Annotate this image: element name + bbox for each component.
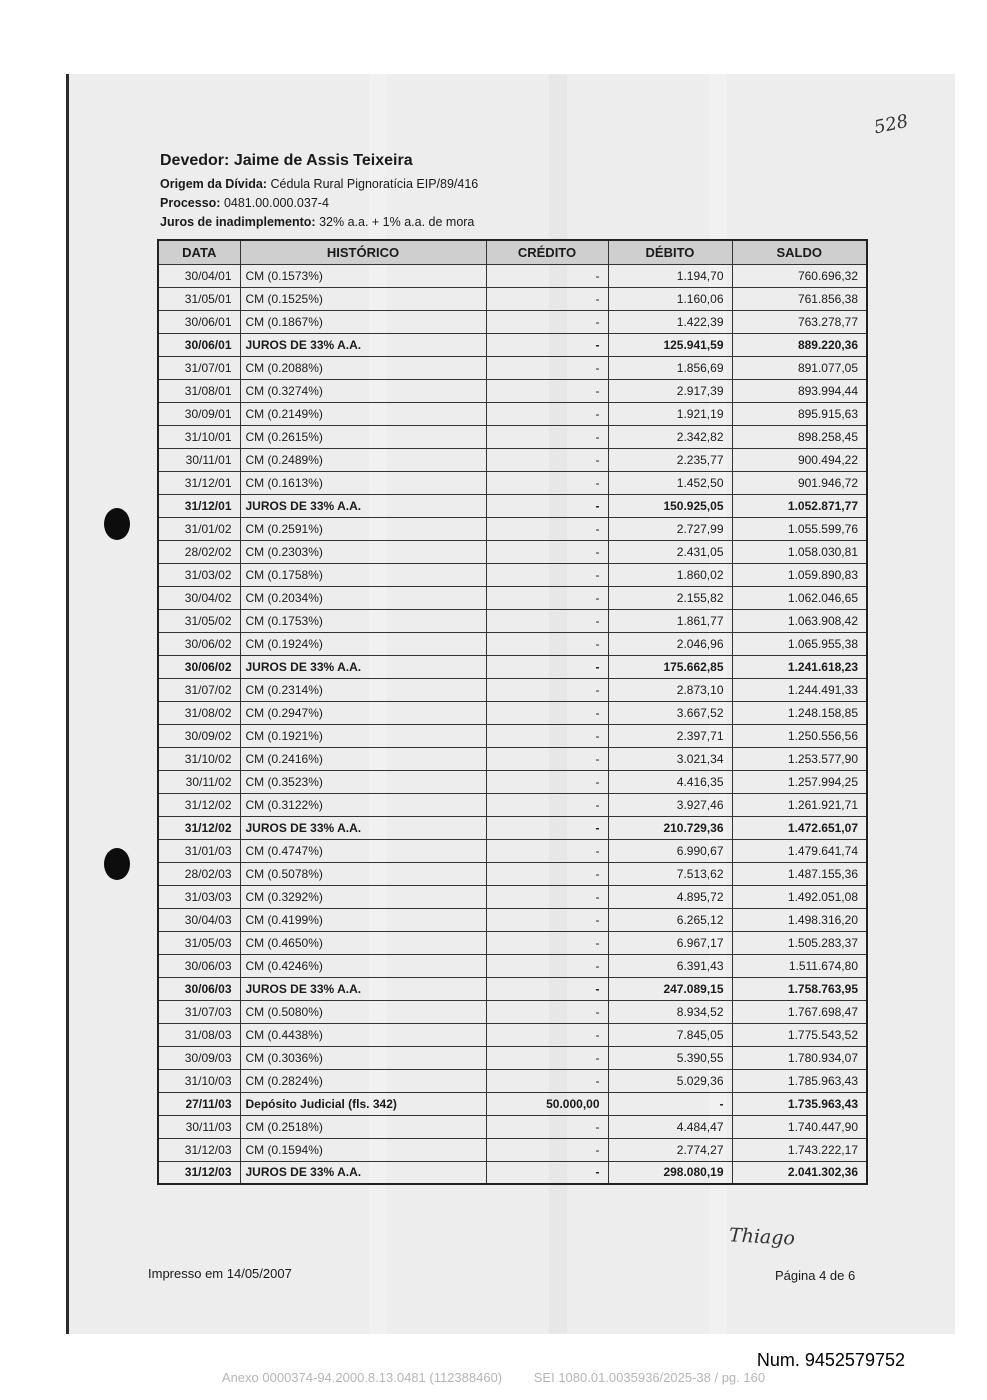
cell-saldo: 1.062.046,65 — [732, 586, 867, 609]
cell-debito: 247.089,15 — [608, 977, 732, 1000]
table-row — [158, 839, 867, 862]
table-row — [158, 471, 867, 494]
cell-credito: - — [486, 678, 608, 701]
cell-debito: 6.391,43 — [608, 954, 732, 977]
col-header-historico: HISTÓRICO — [240, 240, 486, 264]
cell-credito: - — [486, 563, 608, 586]
cell-debito: 1.856,69 — [608, 356, 732, 379]
cell-historico: Depósito Judicial (fls. 342) — [240, 1092, 486, 1115]
cell-date: 31/05/01 — [158, 287, 240, 310]
cell-credito: - — [486, 264, 608, 287]
annex-footer — [0, 1370, 987, 1385]
handwritten-folio: 528 — [872, 110, 911, 139]
cell-debito: 3.021,34 — [608, 747, 732, 770]
cell-date: 31/07/03 — [158, 1000, 240, 1023]
cell-saldo: 891.077,05 — [732, 356, 867, 379]
sei-reference: SEI 1080.01.0035936/2025-38 / pg. 160 — [533, 1370, 766, 1385]
table-row — [158, 862, 867, 885]
table-row — [158, 1069, 867, 1092]
cell-debito: 6.265,12 — [608, 908, 732, 931]
cell-credito: - — [486, 770, 608, 793]
punch-hole — [104, 508, 130, 540]
cell-credito: - — [486, 379, 608, 402]
cell-historico: JUROS DE 33% A.A. — [240, 977, 486, 1000]
cell-historico: CM (0.5080%) — [240, 1000, 486, 1023]
cell-historico: CM (0.3523%) — [240, 770, 486, 793]
table-row — [158, 908, 867, 931]
table-row — [158, 448, 867, 471]
table-row — [158, 632, 867, 655]
cell-date: 30/11/02 — [158, 770, 240, 793]
cell-date: 31/12/01 — [158, 471, 240, 494]
cell-credito: - — [486, 402, 608, 425]
cell-saldo: 1.261.921,71 — [732, 793, 867, 816]
table-row — [158, 356, 867, 379]
cell-saldo: 1.250.556,56 — [732, 724, 867, 747]
table-row — [158, 402, 867, 425]
cell-debito: - — [608, 1092, 732, 1115]
table-row — [158, 333, 867, 356]
cell-debito: 2.235,77 — [608, 448, 732, 471]
cell-saldo: 1.472.651,07 — [732, 816, 867, 839]
cell-date: 30/09/03 — [158, 1046, 240, 1069]
cell-date: 31/03/02 — [158, 563, 240, 586]
cell-saldo: 1.758.763,95 — [732, 977, 867, 1000]
table-row — [158, 931, 867, 954]
cell-credito: - — [486, 333, 608, 356]
cell-debito: 2.431,05 — [608, 540, 732, 563]
cell-debito: 2.397,71 — [608, 724, 732, 747]
cell-saldo: 1.052.871,77 — [732, 494, 867, 517]
table-row — [158, 563, 867, 586]
cell-debito: 4.484,47 — [608, 1115, 732, 1138]
cell-credito: - — [486, 931, 608, 954]
cell-debito: 2.046,96 — [608, 632, 732, 655]
cell-historico: CM (0.1867%) — [240, 310, 486, 333]
debtor-title: Devedor: Jaime de Assis Teixeira — [160, 152, 413, 169]
cell-historico: CM (0.1525%) — [240, 287, 486, 310]
cell-historico: CM (0.4650%) — [240, 931, 486, 954]
printed-date: Impresso em 14/05/2007 — [148, 1266, 292, 1281]
cell-credito: - — [486, 517, 608, 540]
cell-historico: CM (0.4747%) — [240, 839, 486, 862]
cell-saldo: 1.511.674,80 — [732, 954, 867, 977]
cell-credito: - — [486, 1161, 608, 1184]
cell-credito: - — [486, 1115, 608, 1138]
cell-historico: CM (0.2149%) — [240, 402, 486, 425]
cell-credito: - — [486, 1046, 608, 1069]
annex-reference: Anexo 0000374-94.2000.8.13.0481 (112388460) — [221, 1370, 503, 1385]
cell-credito: - — [486, 494, 608, 517]
cell-saldo: 1.740.447,90 — [732, 1115, 867, 1138]
cell-date: 28/02/03 — [158, 862, 240, 885]
cell-historico: JUROS DE 33% A.A. — [240, 1161, 486, 1184]
cell-date: 31/08/02 — [158, 701, 240, 724]
cell-date: 30/11/03 — [158, 1115, 240, 1138]
cell-historico: CM (0.1573%) — [240, 264, 486, 287]
cell-saldo: 1.059.890,83 — [732, 563, 867, 586]
cell-credito: - — [486, 1069, 608, 1092]
cell-debito: 298.080,19 — [608, 1161, 732, 1184]
table-row — [158, 287, 867, 310]
cell-debito: 2.155,82 — [608, 586, 732, 609]
cell-saldo: 1.055.599,76 — [732, 517, 867, 540]
cell-saldo: 1.244.491,33 — [732, 678, 867, 701]
cell-saldo: 893.994,44 — [732, 379, 867, 402]
cell-credito: - — [486, 540, 608, 563]
cell-debito: 150.925,05 — [608, 494, 732, 517]
cell-credito: - — [486, 724, 608, 747]
cell-date: 30/06/03 — [158, 954, 240, 977]
cell-credito: - — [486, 1000, 608, 1023]
table-row — [158, 1161, 867, 1184]
cell-debito: 210.729,36 — [608, 816, 732, 839]
cell-credito: - — [486, 954, 608, 977]
cell-date: 30/06/03 — [158, 977, 240, 1000]
cell-historico: JUROS DE 33% A.A. — [240, 816, 486, 839]
table-row — [158, 494, 867, 517]
cell-date: 31/12/03 — [158, 1138, 240, 1161]
cell-historico: CM (0.1924%) — [240, 632, 486, 655]
table-row — [158, 379, 867, 402]
cell-date: 30/11/01 — [158, 448, 240, 471]
cell-credito: - — [486, 1023, 608, 1046]
cell-credito: - — [486, 1138, 608, 1161]
cell-saldo: 898.258,45 — [732, 425, 867, 448]
cell-date: 31/10/02 — [158, 747, 240, 770]
cell-saldo: 1.065.955,38 — [732, 632, 867, 655]
cell-historico: CM (0.1753%) — [240, 609, 486, 632]
cell-saldo: 1.775.543,52 — [732, 1023, 867, 1046]
cell-date: 28/02/02 — [158, 540, 240, 563]
cell-saldo: 889.220,36 — [732, 333, 867, 356]
interest-terms: Juros de inadimplemento: 32% a.a. + 1% a.a. de mora — [160, 215, 475, 229]
cell-date: 31/03/03 — [158, 885, 240, 908]
cell-credito: - — [486, 609, 608, 632]
cell-saldo: 760.696,32 — [732, 264, 867, 287]
cell-debito: 1.860,02 — [608, 563, 732, 586]
cell-credito: - — [486, 310, 608, 333]
cell-date: 31/10/01 — [158, 425, 240, 448]
process-number: Processo: 0481.00.000.037-4 — [160, 196, 329, 210]
cell-historico: CM (0.4438%) — [240, 1023, 486, 1046]
cell-credito: - — [486, 471, 608, 494]
table-row — [158, 770, 867, 793]
cell-date: 31/07/01 — [158, 356, 240, 379]
table-row — [158, 1000, 867, 1023]
cell-saldo: 1.492.051,08 — [732, 885, 867, 908]
cell-date: 30/06/01 — [158, 333, 240, 356]
cell-historico: CM (0.2314%) — [240, 678, 486, 701]
table-row — [158, 264, 867, 287]
cell-debito: 1.160,06 — [608, 287, 732, 310]
cell-debito: 175.662,85 — [608, 655, 732, 678]
cell-saldo: 1.505.283,37 — [732, 931, 867, 954]
cell-debito: 6.990,67 — [608, 839, 732, 862]
cell-credito: - — [486, 816, 608, 839]
handwritten-name: Thiago — [728, 1224, 796, 1250]
table-row — [158, 816, 867, 839]
cell-date: 31/01/02 — [158, 517, 240, 540]
cell-historico: CM (0.3292%) — [240, 885, 486, 908]
cell-saldo: 1.735.963,43 — [732, 1092, 867, 1115]
cell-debito: 1.422,39 — [608, 310, 732, 333]
cell-date: 31/01/03 — [158, 839, 240, 862]
cell-historico: CM (0.2489%) — [240, 448, 486, 471]
cell-date: 31/05/03 — [158, 931, 240, 954]
cell-credito: 50.000,00 — [486, 1092, 608, 1115]
cell-saldo: 763.278,77 — [732, 310, 867, 333]
table-row — [158, 793, 867, 816]
table-row — [158, 747, 867, 770]
cell-date: 30/04/03 — [158, 908, 240, 931]
cell-date: 30/04/02 — [158, 586, 240, 609]
table-row — [158, 1115, 867, 1138]
debt-origin: Origem da Dívida: Cédula Rural Pignoratícia EIP/89/416 — [160, 177, 479, 191]
table-row — [158, 1092, 867, 1115]
ledger-table — [157, 239, 868, 1185]
cell-historico: CM (0.2303%) — [240, 540, 486, 563]
table-row — [158, 678, 867, 701]
cell-debito: 5.029,36 — [608, 1069, 732, 1092]
cell-date: 31/12/02 — [158, 793, 240, 816]
cell-historico: CM (0.2615%) — [240, 425, 486, 448]
cell-historico: JUROS DE 33% A.A. — [240, 494, 486, 517]
cell-debito: 1.921,19 — [608, 402, 732, 425]
cell-historico: CM (0.1921%) — [240, 724, 486, 747]
cell-date: 30/06/01 — [158, 310, 240, 333]
cell-saldo: 901.946,72 — [732, 471, 867, 494]
cell-debito: 6.967,17 — [608, 931, 732, 954]
cell-debito: 1.452,50 — [608, 471, 732, 494]
table-row — [158, 724, 867, 747]
cell-saldo: 2.041.302,36 — [732, 1161, 867, 1184]
cell-debito: 4.416,35 — [608, 770, 732, 793]
cell-date: 31/07/02 — [158, 678, 240, 701]
cell-historico: CM (0.2416%) — [240, 747, 486, 770]
cell-credito: - — [486, 862, 608, 885]
cell-credito: - — [486, 586, 608, 609]
cell-date: 31/12/02 — [158, 816, 240, 839]
col-header-saldo: SALDO — [732, 240, 867, 264]
table-row — [158, 609, 867, 632]
table-header-row — [158, 240, 867, 264]
cell-saldo: 761.856,38 — [732, 287, 867, 310]
cell-credito: - — [486, 793, 608, 816]
cell-historico: CM (0.2034%) — [240, 586, 486, 609]
table-row — [158, 954, 867, 977]
cell-saldo: 1.063.908,42 — [732, 609, 867, 632]
cell-historico: JUROS DE 33% A.A. — [240, 655, 486, 678]
cell-date: 31/08/03 — [158, 1023, 240, 1046]
cell-historico: CM (0.3036%) — [240, 1046, 486, 1069]
cell-historico: CM (0.2088%) — [240, 356, 486, 379]
cell-saldo: 1.767.698,47 — [732, 1000, 867, 1023]
cell-historico: CM (0.4246%) — [240, 954, 486, 977]
table-row — [158, 1138, 867, 1161]
punch-hole — [104, 848, 130, 880]
cell-credito: - — [486, 632, 608, 655]
cell-date: 31/08/01 — [158, 379, 240, 402]
cell-historico: CM (0.1758%) — [240, 563, 486, 586]
cell-saldo: 1.743.222,17 — [732, 1138, 867, 1161]
cell-date: 27/11/03 — [158, 1092, 240, 1115]
cell-debito: 2.774,27 — [608, 1138, 732, 1161]
table-row — [158, 701, 867, 724]
page-number: Página 4 de 6 — [775, 1268, 856, 1283]
cell-saldo: 895.915,63 — [732, 402, 867, 425]
cell-saldo: 1.479.641,74 — [732, 839, 867, 862]
col-header-debito: DÉBITO — [608, 240, 732, 264]
cell-saldo: 1.241.618,23 — [732, 655, 867, 678]
table-row — [158, 977, 867, 1000]
col-header-data: DATA — [158, 240, 240, 264]
cell-historico: CM (0.3122%) — [240, 793, 486, 816]
cell-saldo: 1.058.030,81 — [732, 540, 867, 563]
cell-credito: - — [486, 448, 608, 471]
cell-debito: 7.845,05 — [608, 1023, 732, 1046]
cell-historico: CM (0.2591%) — [240, 517, 486, 540]
table-row — [158, 885, 867, 908]
cell-debito: 2.727,99 — [608, 517, 732, 540]
cell-date: 31/10/03 — [158, 1069, 240, 1092]
cell-credito: - — [486, 839, 608, 862]
cell-debito: 3.667,52 — [608, 701, 732, 724]
cell-historico: CM (0.1613%) — [240, 471, 486, 494]
ledger-body — [158, 264, 867, 1184]
cell-date: 30/09/02 — [158, 724, 240, 747]
cell-saldo: 1.253.577,90 — [732, 747, 867, 770]
cell-saldo: 1.248.158,85 — [732, 701, 867, 724]
cell-credito: - — [486, 655, 608, 678]
cell-date: 30/09/01 — [158, 402, 240, 425]
cell-historico: CM (0.4199%) — [240, 908, 486, 931]
cell-saldo: 1.257.994,25 — [732, 770, 867, 793]
cell-credito: - — [486, 885, 608, 908]
cell-historico: CM (0.2518%) — [240, 1115, 486, 1138]
cell-date: 31/12/01 — [158, 494, 240, 517]
table-row — [158, 517, 867, 540]
table-row — [158, 1046, 867, 1069]
cell-debito: 3.927,46 — [608, 793, 732, 816]
cell-historico: JUROS DE 33% A.A. — [240, 333, 486, 356]
table-row — [158, 425, 867, 448]
cell-debito: 1.861,77 — [608, 609, 732, 632]
cell-debito: 125.941,59 — [608, 333, 732, 356]
cell-credito: - — [486, 747, 608, 770]
cell-credito: - — [486, 356, 608, 379]
cell-debito: 1.194,70 — [608, 264, 732, 287]
document-number: Num. 9452579752 — [756, 1350, 905, 1370]
cell-debito: 4.895,72 — [608, 885, 732, 908]
cell-credito: - — [486, 701, 608, 724]
cell-historico: CM (0.1594%) — [240, 1138, 486, 1161]
cell-date: 30/06/02 — [158, 632, 240, 655]
cell-debito: 2.917,39 — [608, 379, 732, 402]
cell-credito: - — [486, 425, 608, 448]
table-row — [158, 586, 867, 609]
cell-historico: CM (0.2947%) — [240, 701, 486, 724]
cell-historico: CM (0.5078%) — [240, 862, 486, 885]
table-row — [158, 1023, 867, 1046]
cell-saldo: 900.494,22 — [732, 448, 867, 471]
cell-debito: 5.390,55 — [608, 1046, 732, 1069]
cell-historico: CM (0.3274%) — [240, 379, 486, 402]
cell-credito: - — [486, 977, 608, 1000]
cell-historico: CM (0.2824%) — [240, 1069, 486, 1092]
cell-debito: 8.934,52 — [608, 1000, 732, 1023]
cell-saldo: 1.780.934,07 — [732, 1046, 867, 1069]
cell-date: 30/06/02 — [158, 655, 240, 678]
table-row — [158, 540, 867, 563]
cell-debito: 2.342,82 — [608, 425, 732, 448]
cell-date: 30/04/01 — [158, 264, 240, 287]
cell-debito: 2.873,10 — [608, 678, 732, 701]
cell-credito: - — [486, 287, 608, 310]
cell-saldo: 1.785.963,43 — [732, 1069, 867, 1092]
table-row — [158, 655, 867, 678]
cell-date: 31/05/02 — [158, 609, 240, 632]
cell-saldo: 1.487.155,36 — [732, 862, 867, 885]
cell-saldo: 1.498.316,20 — [732, 908, 867, 931]
table-row — [158, 310, 867, 333]
col-header-credito: CRÉDITO — [486, 240, 608, 264]
cell-credito: - — [486, 908, 608, 931]
cell-date: 31/12/03 — [158, 1161, 240, 1184]
cell-debito: 7.513,62 — [608, 862, 732, 885]
